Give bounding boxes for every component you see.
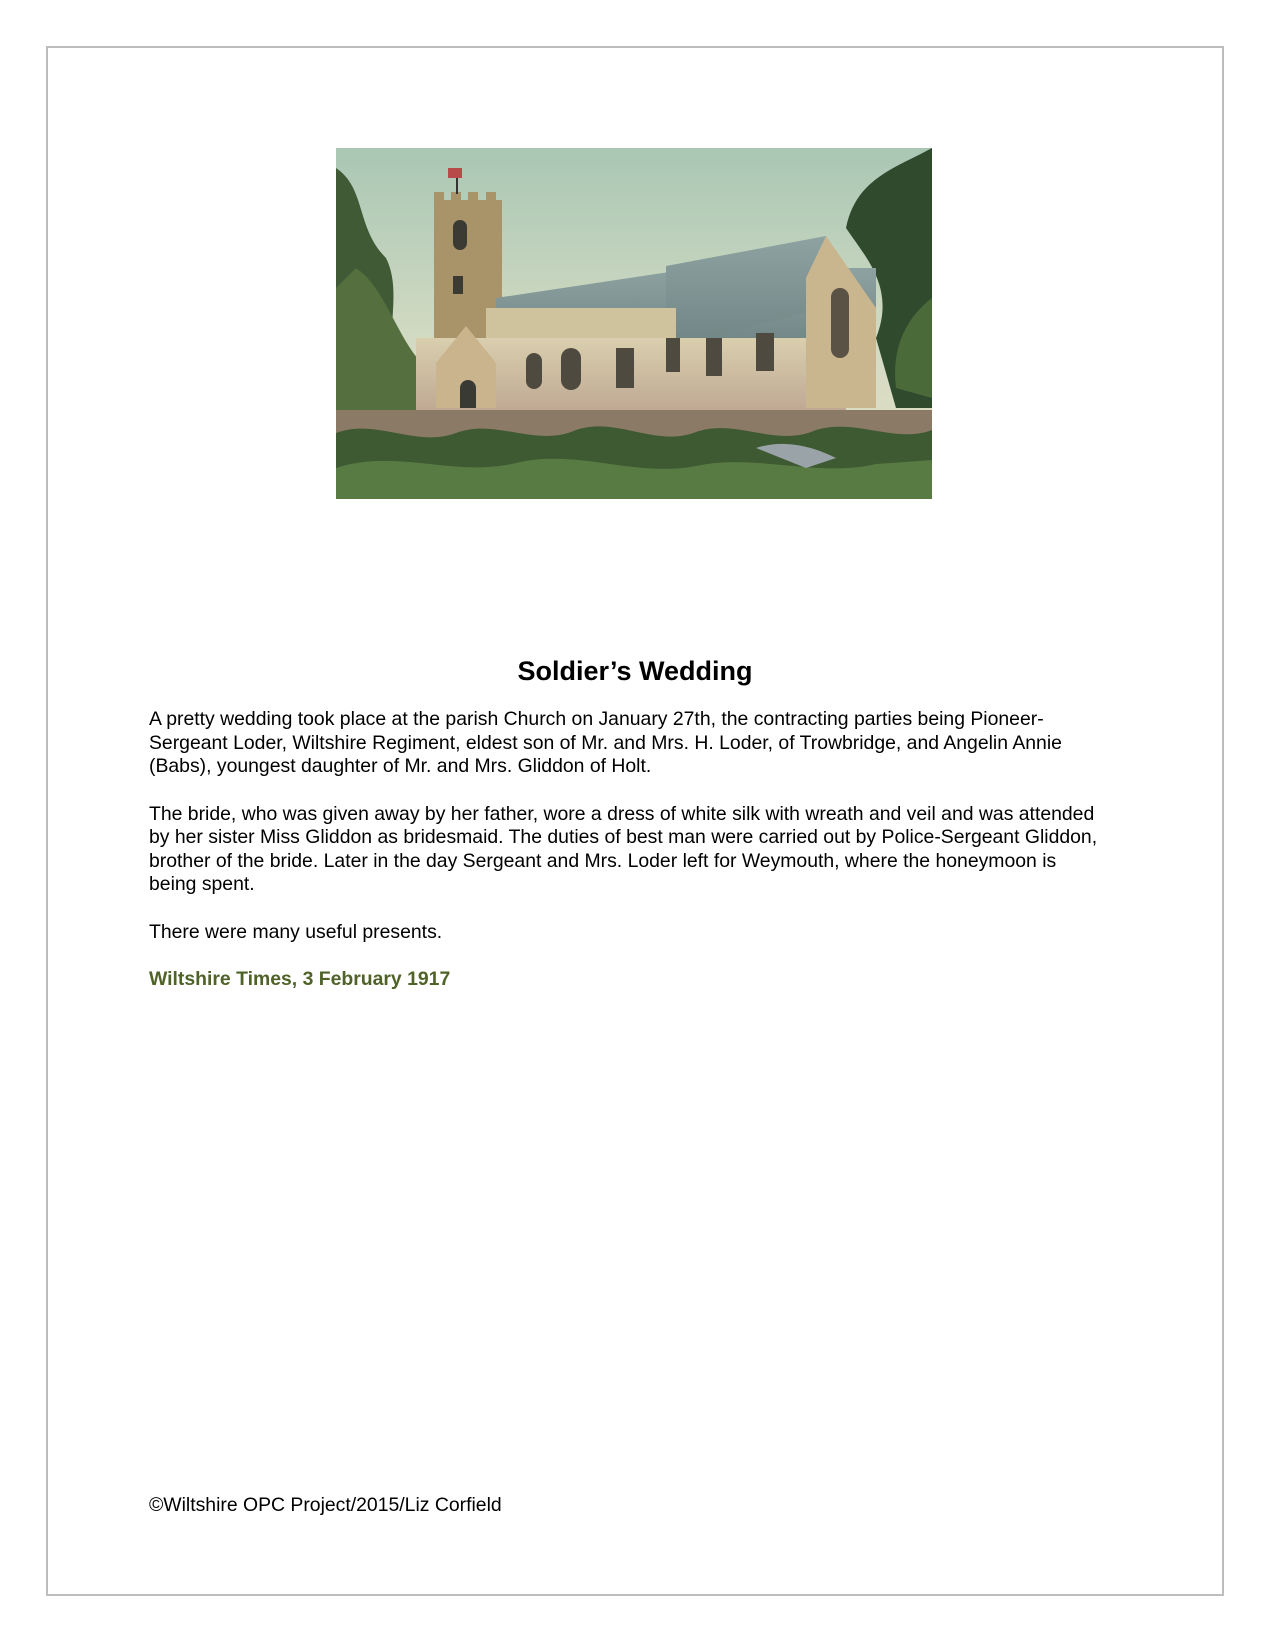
paragraph: There were many useful presents. [149, 920, 443, 943]
church-illustration [336, 148, 932, 499]
page-title: Soldier’s Wedding [517, 656, 753, 686]
source-citation: Wiltshire Times, 3 February 1917 [149, 968, 451, 990]
paragraph: A pretty wedding took place at the parish Church on January 27th, the contracting parties being Pioneer-Sergeant Loder, Wiltshire Regiment, eldest son of Mr. and Mrs. H. Loder, of Trowbridge, and Angelin Annie (Babs), youngest daughter of Mr. and Mrs. Gliddon of Holt. [149, 708, 1062, 777]
article-body [149, 708, 1109, 1016]
church-photo [336, 148, 932, 499]
copyright-footer: ©Wiltshire OPC Project/2015/Liz Corfield [149, 1494, 502, 1516]
paragraph: The bride, who was given away by her father, wore a dress of white silk with wreath and veil and was attended by her sister Miss Gliddon as bridesmaid. The duties of best man were carried out by Police-Sergeant Gliddon, brother of the bride. Later in the day Sergeant and Mrs. Loder left for Weymouth, where the honeymoon is being spent. [149, 802, 1098, 895]
